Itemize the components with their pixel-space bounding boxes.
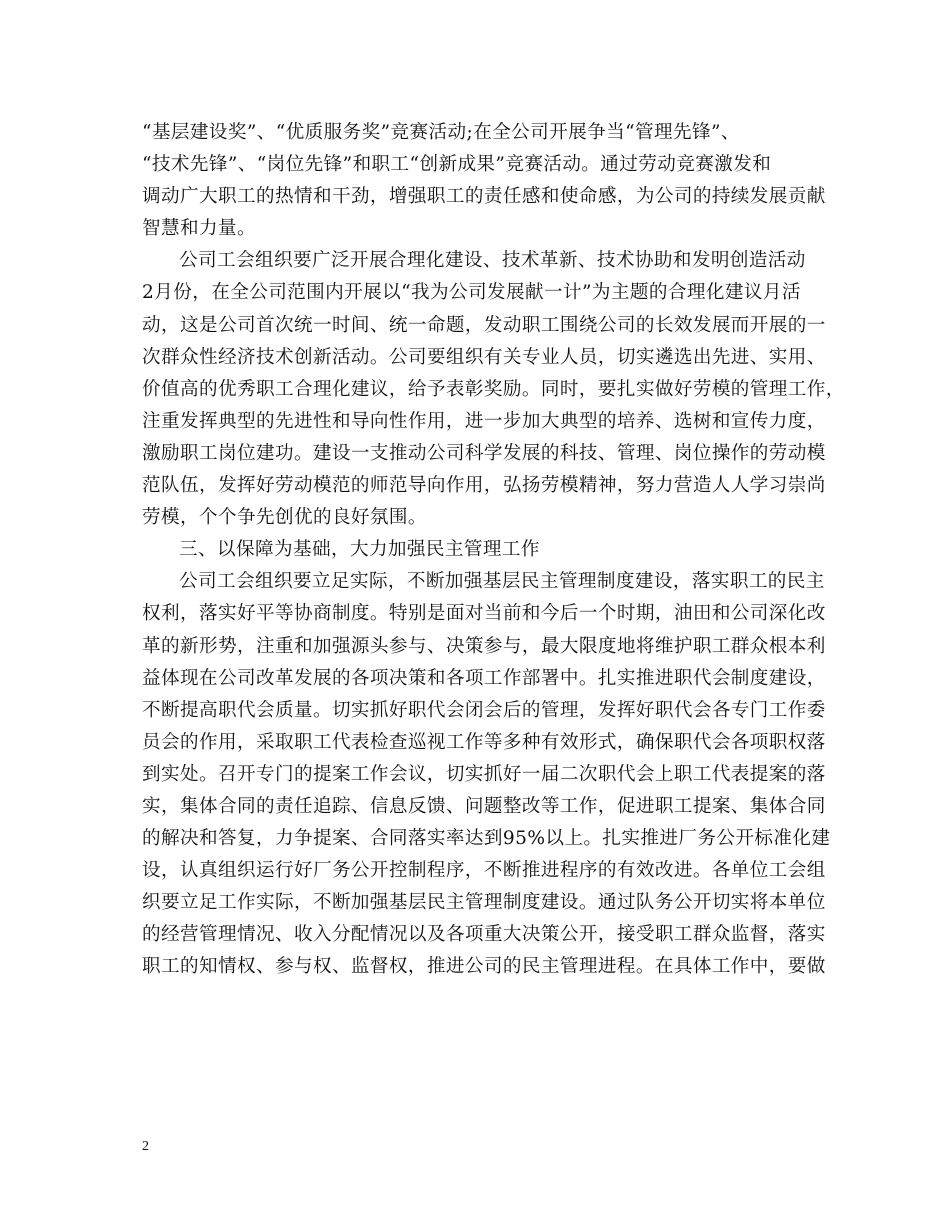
text-line: 注重发挥典型的先进性和导向性作用，进一步加大典型的培养、选树和宣传力度， [142, 410, 826, 432]
text-line: 权利，落实好平等协商制度。特别是面对当前和今后一个时期，油田和公司深化改 [142, 603, 826, 625]
text-line: 劳模，个个争先创优的良好氛围。 [142, 507, 427, 529]
text-line: 公司工会组织要广泛开展合理化建设、技术革新、技术协助和发明创造活动 [179, 250, 806, 272]
section-heading: 三、以保障为基础，大力加强民主管理工作 [179, 539, 540, 561]
text-line: 次群众性经济技术创新活动。公司要组织有关专业人员，切实遴选出先进、实用、 [142, 346, 826, 368]
text-line: 公司工会组织要立足实际，不断加强基层民主管理制度建设，落实职工的民主 [179, 571, 825, 593]
text-line: 价值高的优秀职工合理化建议，给予表彰奖励。同时，要扎实做好劳模的管理工作， [142, 378, 845, 400]
text-line: 员会的作用，采取职工代表检查巡视工作等多种有效形式，确保职代会各项职权落 [142, 731, 826, 753]
text-line: 激励职工岗位建功。建设一支推动公司科学发展的科技、管理、岗位操作的劳动模 [142, 442, 826, 464]
text-line: 范队伍，发挥好劳动模范的师范导向作用，弘扬劳模精神，努力营造人人学习崇尚 [142, 475, 826, 497]
text-line: 职工的知情权、参与权、监督权，推进公司的民主管理进程。在具体工作中，要做 [142, 956, 826, 978]
text-line: 智慧和力量。 [142, 218, 256, 240]
document-body [142, 117, 845, 984]
text-line: “技术先锋”、“岗位先锋”和职工“创新成果”竞赛活动。通过劳动竞赛激发和 [142, 154, 772, 176]
text-line: 的解决和答复，力争提案、合同落实率达到95%以上。扎实推进厂务公开标准化建 [142, 828, 831, 850]
text-line: 益体现在公司改革发展的各项决策和各项工作部署中。扎实推进职代会制度建设， [142, 667, 826, 689]
text-line: 调动广大职工的热情和干劲，增强职工的责任感和使命感，为公司的持续发展贡献 [142, 186, 826, 208]
text-line: 织要立足工作实际，不断加强基层民主管理制度建设。通过队务公开切实将本单位 [142, 892, 826, 914]
text-line: 设，认真组织运行好厂务公开控制程序，不断推进程序的有效改进。各单位工会组 [142, 860, 826, 882]
text-line: 不断提高职代会质量。切实抓好职代会闭会后的管理，发挥好职代会各专门工作委 [142, 699, 826, 721]
text-line: 革的新形势，注重和加强源头参与、决策参与，最大限度地将维护职工群众根本利 [142, 635, 826, 657]
text-line: 动，这是公司首次统一时间、统一命题，发动职工围绕公司的长效发展而开展的一 [142, 314, 826, 336]
page-number: 2 [142, 1139, 149, 1154]
text-line: 的经营管理情况、收入分配情况以及各项重大决策公开，接受职工群众监督，落实 [142, 924, 826, 946]
text-line: 2月份，在全公司范围内开展以“我为公司发展献一计”为主题的合理化建议月活 [142, 282, 801, 304]
text-line: “基层建设奖”、“优质服务奖”竞赛活动;在全公司开展争当“管理先锋”、 [142, 122, 740, 143]
text-line: 到实处。召开专门的提案工作会议，切实抓好一届二次职代会上职工代表提案的落 [142, 763, 826, 785]
text-line: 实，集体合同的责任追踪、信息反馈、问题整改等工作，促进职工提案、集体合同 [142, 795, 826, 817]
